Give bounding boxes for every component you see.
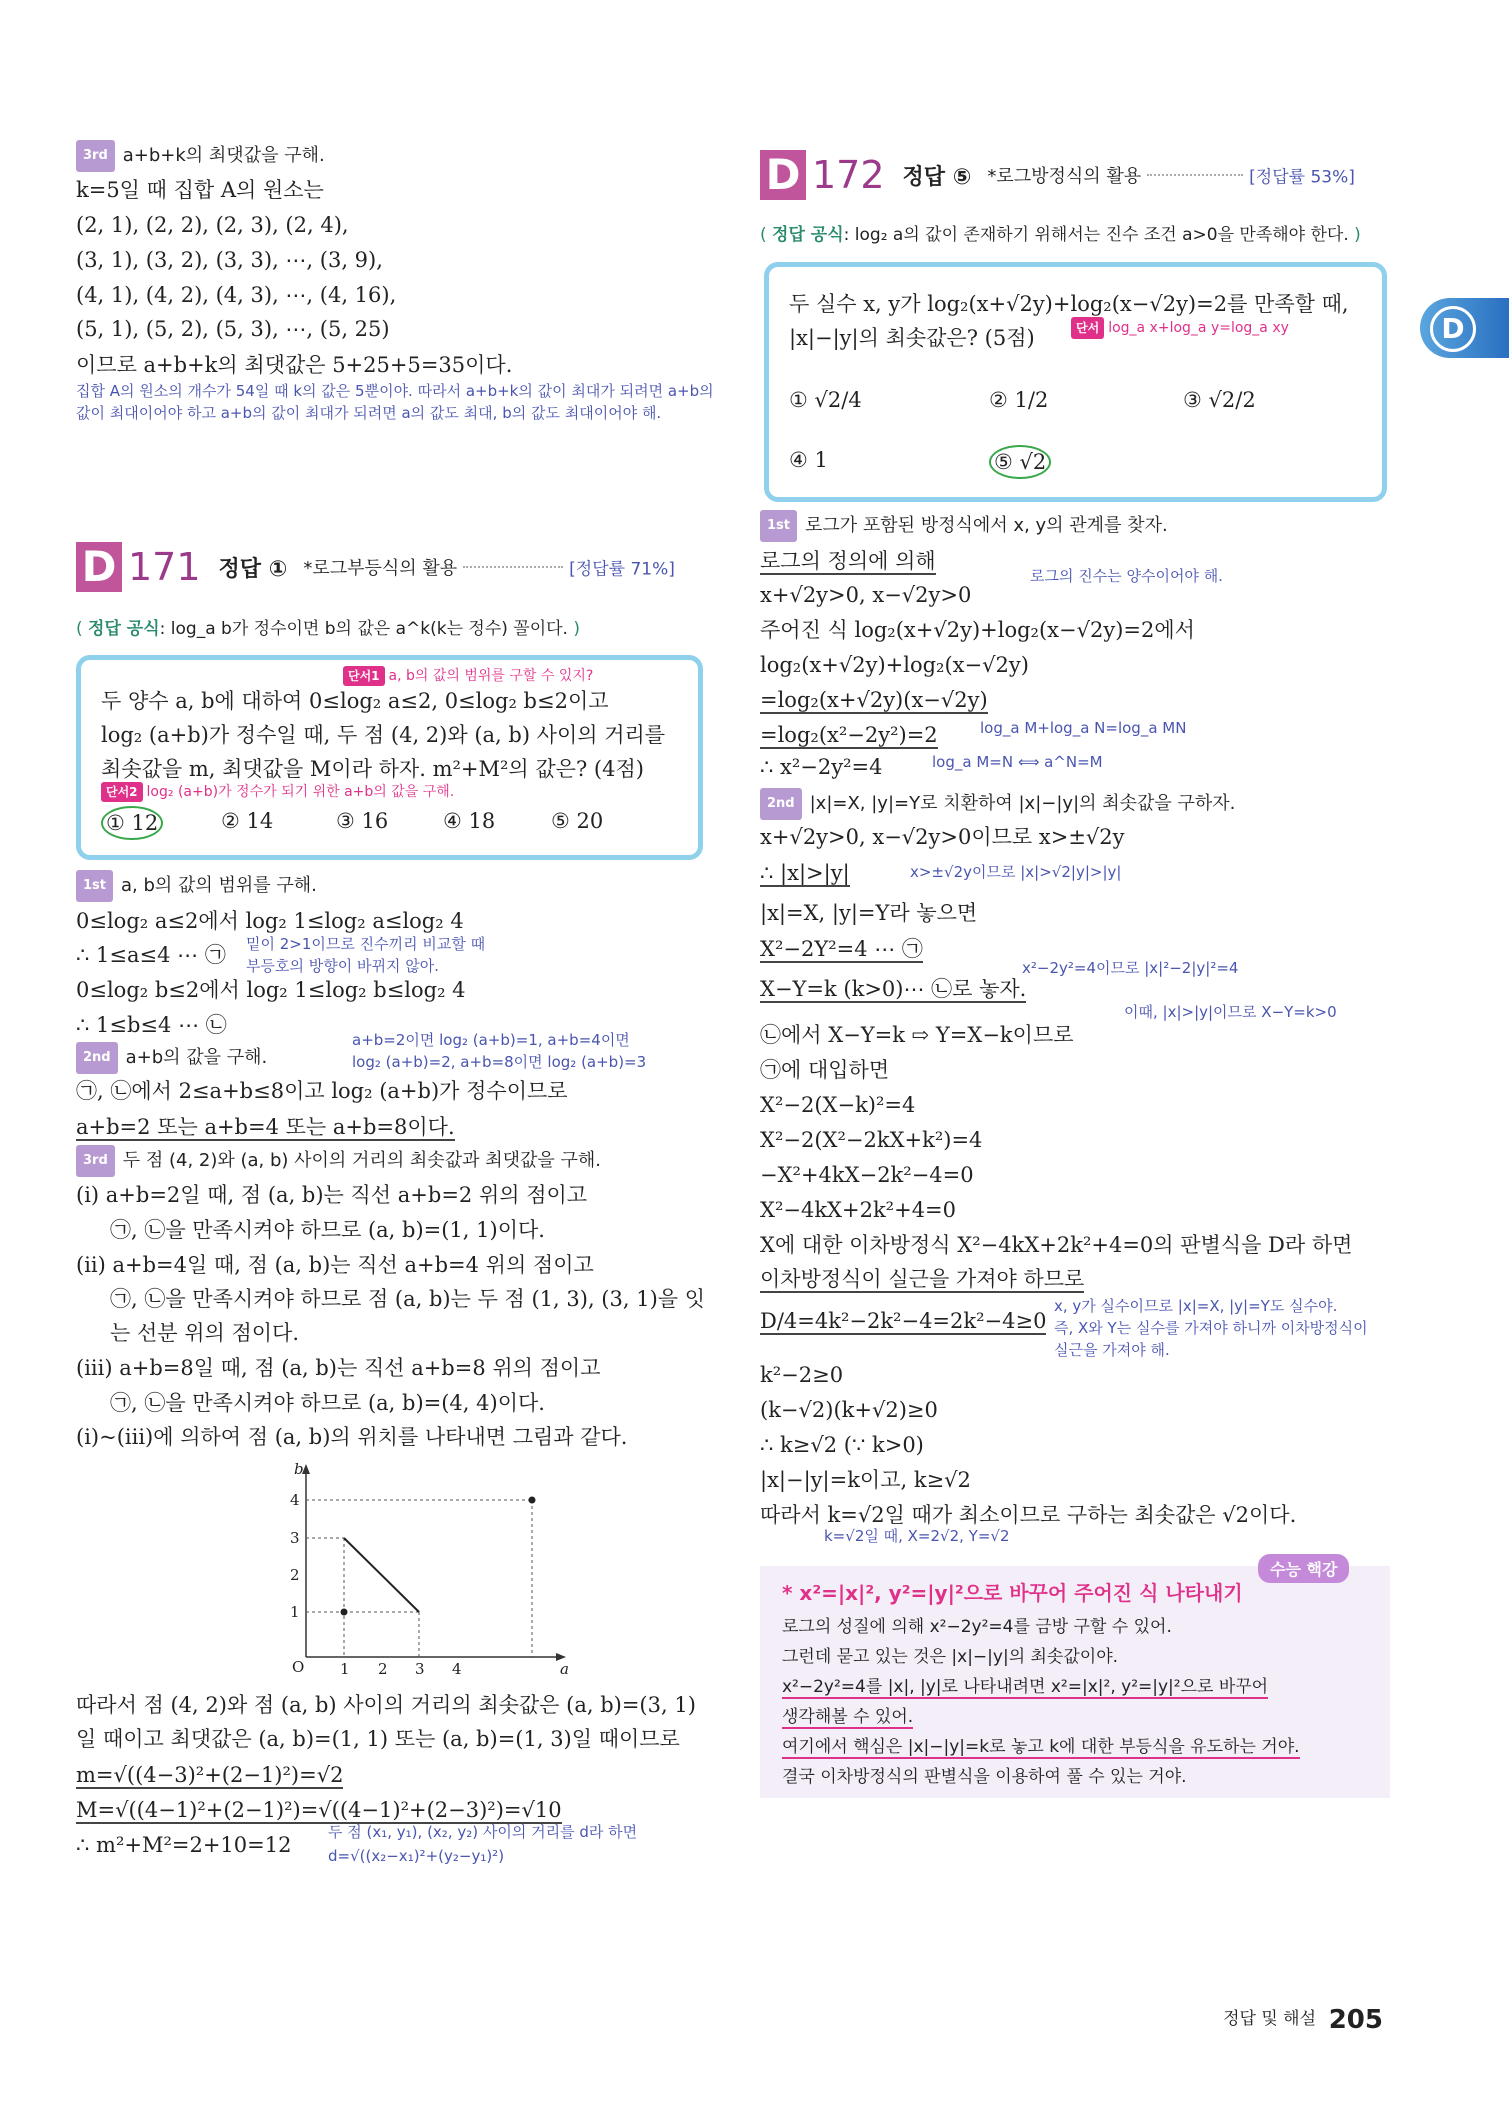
solution-line: m=√((4−3)²+(2−1)²)=√2: [76, 1763, 344, 1787]
choice-2[interactable]: ② 1/2: [989, 388, 1049, 412]
solution-line: M=√((4−1)²+(2−1)²)=√((4−1)²+(2−3)²)=√10: [76, 1798, 562, 1822]
solution-line: ∴ |x|>|y|: [760, 861, 850, 885]
solution-line: 이므로 a+b+k의 최댓값은 5+25+5=35이다.: [76, 353, 513, 377]
side-note: x²−2y²=4이므로 |x|²−2|y|²=4: [1022, 959, 1239, 977]
solution-line: ㉠, ㉡을 만족시켜야 하므로 (a, b)=(4, 4)이다.: [110, 1391, 545, 1415]
solution-line: X에 대한 이차방정식 X²−4kX+2k²+4=0의 판별식을 D라 하면: [760, 1233, 1353, 1257]
problem-text: 두 양수 a, b에 대하여 0≤log₂ a≤2, 0≤log₂ b≤2이고: [101, 689, 609, 713]
side-note: 즉, X와 Y는 실수를 가져야 하니까 이차방정식이: [1054, 1319, 1368, 1337]
solution-line: X²−2(X²−2kX+k²)=4: [760, 1128, 983, 1152]
tip-tag: 수능 핵강: [1258, 1554, 1349, 1583]
problem-text: 두 실수 x, y가 log₂(x+√2y)+log₂(x−√2y)=2를 만족할 때,: [789, 292, 1349, 316]
hint: 단서 log_a x+log_a y=log_a xy: [1071, 317, 1289, 339]
solution-line: ㉠, ㉡을 만족시켜야 하므로 (a, b)=(1, 1)이다.: [110, 1218, 545, 1242]
solution-line: (2, 1), (2, 2), (2, 3), (2, 4),: [76, 213, 349, 237]
solution-line: X²−2Y²=4 ⋯ ㉠: [760, 937, 923, 961]
solution-line: |x|=X, |y|=Y라 놓으면: [760, 901, 978, 925]
tip-line: 그런데 묻고 있는 것은 |x|−|y|의 최솟값이야.: [782, 1647, 1119, 1667]
solution-line: (ii) a+b=4일 때, 점 (a, b)는 직선 a+b=4 위의 점이고: [76, 1253, 594, 1277]
choice-5[interactable]: ⑤ √2: [989, 445, 1051, 479]
problem-header: [760, 150, 1355, 206]
graph-tick: 3: [290, 1529, 300, 1547]
answer-label: 정답 ①: [218, 556, 288, 582]
side-note: log_a M+log_a N=log_a MN: [980, 719, 1187, 737]
choice-5[interactable]: ⑤ 20: [551, 809, 604, 833]
side-note: d=√((x₂−x₁)²+(y₂−y₁)²): [328, 1847, 505, 1865]
problem-text: log₂ (a+b)가 정수일 때, 두 점 (4, 2)와 (a, b) 사이의 거리를: [101, 723, 666, 747]
graph-tick: 2: [290, 1566, 300, 1584]
coordinate-graph: [276, 1462, 576, 1674]
correct-rate: [정답률 71%]: [569, 559, 675, 580]
solution-line: X−Y=k (k>0)⋯ ㉡로 놓자.: [760, 977, 1027, 1001]
solution-line: (iii) a+b=8일 때, 점 (a, b)는 직선 a+b=8 위의 점이고: [76, 1356, 601, 1380]
graph-tick: 1: [340, 1660, 350, 1674]
solution-line: =log₂(x+√2y)(x−√2y): [760, 688, 988, 712]
problem-header: [76, 542, 675, 598]
solution-line: D/4=4k²−2k²−4=2k²−4≥0: [760, 1309, 1047, 1333]
graph-axis-a: a: [560, 1660, 569, 1674]
graph-tick: 4: [452, 1660, 462, 1674]
chapter-tab: [1420, 298, 1509, 358]
side-note: 부등호의 방향이 바뀌지 않아.: [246, 957, 439, 975]
solution-line: ㉠, ㉡을 만족시켜야 하므로 점 (a, b)는 두 점 (1, 3), (3, 1)을 잇: [110, 1287, 706, 1311]
tip-title: * x²=|x|², y²=|y|²으로 바꾸어 주어진 식 나타내기: [782, 1581, 1243, 1605]
choice-1[interactable]: ① √2/4: [789, 388, 862, 412]
solution-line: ㉠에 대입하면: [760, 1058, 890, 1082]
topic-label: *로그방정식의 활용: [987, 166, 1142, 187]
solution-line: ∴ x²−2y²=4: [760, 755, 883, 779]
solution-line: ∴ 1≤b≤4 ⋯ ㉡: [76, 1013, 227, 1037]
chapter-tab-letter: D: [1430, 306, 1476, 352]
solution-line: =log₂(x²−2y²)=2: [760, 723, 938, 747]
side-note: x, y가 실수이므로 |x|=X, |y|=Y도 실수야.: [1054, 1297, 1338, 1315]
choice-1[interactable]: ① 12: [101, 806, 163, 840]
solution-line: 0≤log₂ b≤2에서 log₂ 1≤log₂ b≤log₂ 4: [76, 978, 466, 1002]
tip-box: [760, 1560, 1390, 1798]
choice-4[interactable]: ④ 1: [789, 448, 828, 472]
solution-line: (i)~(iii)에 의하여 점 (a, b)의 위치를 나타내면 그림과 같다.: [76, 1425, 628, 1449]
problem-box: [764, 262, 1387, 502]
solution-line: −X²+4kX−2k²−4=0: [760, 1163, 974, 1187]
side-note: 밑이 2>1이므로 진수끼리 비교할 때: [246, 935, 486, 953]
tip-line: x²−2y²=4를 |x|, |y|로 나타내려면 x²=|x|², y²=|y|²으로 바꾸어: [782, 1677, 1269, 1697]
tip-line: 생각해볼 수 있어.: [782, 1707, 914, 1727]
problem-number: 172: [812, 153, 885, 197]
solution-line: 는 선분 위의 점이다.: [110, 1321, 299, 1345]
graph-tick: 4: [290, 1491, 300, 1509]
solution-line: k=5일 때 집합 A의 원소는: [76, 178, 324, 202]
solution-line: k²−2≥0: [760, 1363, 844, 1387]
tip-line: 로그의 성질에 의해 x²−2y²=4를 금방 구할 수 있어.: [782, 1617, 1172, 1637]
graph-tick: 1: [290, 1603, 300, 1621]
graph-axis-b: b: [294, 1462, 304, 1478]
hint-2: 단서2 log₂ (a+b)가 정수가 되기 위한 a+b의 값을 구해.: [101, 782, 454, 802]
solution-line: (i) a+b=2일 때, 점 (a, b)는 직선 a+b=2 위의 점이고: [76, 1183, 588, 1207]
side-note: a+b=2이면 log₂ (a+b)=1, a+b=4이면: [352, 1031, 630, 1049]
solution-line: ㉠, ㉡에서 2≤a+b≤8이고 log₂ (a+b)가 정수이므로: [76, 1079, 568, 1103]
solution-line: X²−2(X−k)²=4: [760, 1093, 916, 1117]
solution-line: a+b=2 또는 a+b=4 또는 a+b=8이다.: [76, 1115, 455, 1139]
problem-box: [76, 655, 703, 860]
topic-label: *로그부등식의 활용: [303, 558, 458, 579]
problem-text: |x|−|y|의 최솟값은? (5점): [789, 326, 1035, 350]
dot-leader: [463, 566, 563, 568]
solution-line: ㉡에서 X−Y=k ⇨ Y=X−k이므로: [760, 1023, 1074, 1047]
solution-line: (4, 1), (4, 2), (4, 3), ⋯, (4, 16),: [76, 283, 397, 307]
page-number: 205: [1328, 2005, 1383, 2035]
side-note: 값이 최대이어야 하고 a+b의 값이 최대가 되려면 a의 값도 최대, b의 값도 최대이어야 해.: [76, 404, 662, 422]
solution-line: (3, 1), (3, 2), (3, 3), ⋯, (3, 9),: [76, 248, 383, 272]
tip-line: 결국 이차방정식의 판별식을 이용하여 풀 수 있는 거야.: [782, 1767, 1187, 1787]
solution-line: ∴ m²+M²=2+10=12: [76, 1833, 292, 1857]
graph-origin: O: [292, 1658, 305, 1674]
step-heading: 3rd 두 점 (4, 2)와 (a, b) 사이의 거리의 최솟값과 최댓값을 구해.: [76, 1145, 601, 1177]
solution-line: 따라서 k=√2일 때가 최소이므로 구하는 최솟값은 √2이다.: [760, 1503, 1297, 1527]
step-heading: 3rd a+b+k의 최댓값을 구해.: [76, 140, 325, 172]
solution-line: 로그의 정의에 의해: [760, 549, 936, 573]
side-note: x>±√2y이므로 |x|>√2|y|>|y|: [910, 863, 1122, 881]
step-heading: 1st a, b의 값의 범위를 구해.: [76, 870, 317, 902]
answer-label: 정답 ⑤: [902, 164, 972, 190]
step-heading: 2nd |x|=X, |y|=Y로 치환하여 |x|−|y|의 최솟값을 구하자.: [760, 788, 1235, 820]
solution-line: 이차방정식이 실근을 가져야 하므로: [760, 1267, 1085, 1291]
choice-3[interactable]: ③ √2/2: [1183, 388, 1256, 412]
side-note: log_a M=N ⟺ a^N=M: [932, 753, 1103, 771]
solution-line: x+√2y>0, x−√2y>0이므로 x>±√2y: [760, 825, 1125, 849]
choice-4[interactable]: ④ 18: [443, 809, 496, 833]
solution-line: ∴ k≥√2 (∵ k>0): [760, 1433, 924, 1457]
solution-line: x+√2y>0, x−√2y>0: [760, 583, 972, 607]
dot-leader: [1147, 174, 1243, 176]
hint-1: 단서1 a, b의 값의 범위를 구할 수 있지?: [343, 666, 593, 686]
step-heading: 2nd a+b의 값을 구해.: [76, 1042, 267, 1074]
solution-line: (5, 1), (5, 2), (5, 3), ⋯, (5, 25): [76, 317, 390, 341]
footer-label: 정답 및 해설: [1223, 2009, 1317, 2029]
tip-line: 여기에서 핵심은 |x|−|y|=k로 놓고 k에 대한 부등식을 유도하는 거야.: [782, 1737, 1300, 1757]
side-note: 두 점 (x₁, y₁), (x₂, y₂) 사이의 거리를 d라 하면: [328, 1823, 638, 1841]
problem-number: 171: [128, 545, 201, 589]
problem-text: 최솟값을 m, 최댓값을 M이라 하자. m²+M²의 값은? (4점): [101, 757, 644, 781]
side-note: 로그의 진수는 양수이어야 해.: [1030, 567, 1223, 585]
side-note: 집합 A의 원소의 개수가 54일 때 k의 값은 5뿐이야. 따라서 a+b+k의 값이 최대가 되려면 a+b의: [76, 382, 714, 400]
solution-line: 일 때이고 최댓값은 (a, b)=(1, 1) 또는 (a, b)=(1, 3)일 때이므로: [76, 1727, 680, 1751]
side-note: log₂ (a+b)=2, a+b=8이면 log₂ (a+b)=3: [352, 1053, 647, 1071]
step-tag: 3rd: [76, 140, 115, 172]
side-note: 실근을 가져야 해.: [1054, 1341, 1170, 1359]
solution-line: 주어진 식 log₂(x+√2y)+log₂(x−√2y)=2에서: [760, 618, 1195, 642]
step-heading: 1st 로그가 포함된 방정식에서 x, y의 관계를 찾자.: [760, 510, 1168, 542]
graph-tick: 2: [378, 1660, 388, 1674]
solution-line: ∴ 1≤a≤4 ⋯ ㉠: [76, 943, 226, 967]
side-note: 이때, |x|>|y|이므로 X−Y=k>0: [1124, 1003, 1337, 1021]
choice-3[interactable]: ③ 16: [336, 809, 389, 833]
choice-2[interactable]: ② 14: [221, 809, 274, 833]
solution-line: log₂(x+√2y)+log₂(x−√2y): [760, 653, 1029, 677]
solution-line: X²−4kX+2k²+4=0: [760, 1198, 957, 1222]
solution-line: |x|−|y|=k이고, k≥√2: [760, 1468, 971, 1492]
side-note: k=√2일 때, X=2√2, Y=√2: [824, 1527, 1010, 1545]
solution-line: (k−√2)(k+√2)≥0: [760, 1398, 938, 1422]
correct-rate: [정답률 53%]: [1249, 167, 1355, 188]
formula-line: ( 정답 공식: log₂ a의 값이 존재하기 위해서는 진수 조건 a>0을 만족해야 한다. ): [760, 225, 1361, 245]
solution-line: 따라서 점 (4, 2)와 점 (a, b) 사이의 거리의 최솟값은 (a, b)=(3, 1): [76, 1693, 696, 1717]
page-footer: [1223, 2004, 1383, 2035]
formula-line: ( 정답 공식: log_a b가 정수이면 b의 값은 a^k(k는 정수) 꼴이다. ): [76, 619, 581, 639]
problem-letter: D: [760, 150, 806, 200]
graph-tick: 3: [415, 1660, 425, 1674]
solution-line: 0≤log₂ a≤2에서 log₂ 1≤log₂ a≤log₂ 4: [76, 909, 464, 933]
problem-letter: D: [76, 542, 122, 592]
